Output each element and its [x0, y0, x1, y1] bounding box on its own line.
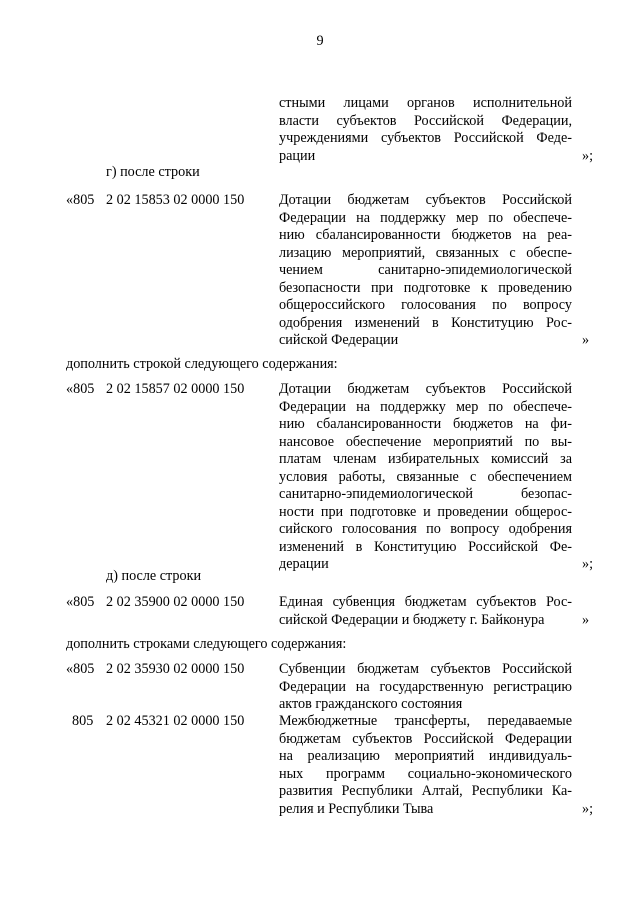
- description-line: Дотации бюджетам субъектов Российской: [279, 381, 572, 397]
- description-line: Единая субвенция бюджетам субъектов Рос-: [279, 594, 572, 610]
- item-g-label: г) после строки: [106, 164, 200, 180]
- description-line: актов гражданского состояния: [279, 696, 463, 712]
- description-line: ности при подготовке и проведении общерос-: [279, 503, 572, 520]
- budget-classification-code: 2 02 45321 02 0000 150: [106, 713, 245, 729]
- description-line: нансовое обеспечение мероприятий по вы-: [279, 433, 572, 450]
- closing-quote: »;: [582, 148, 594, 164]
- description-line: на реализацию мероприятий индивидуаль-: [279, 748, 572, 764]
- continuation-description: [279, 95, 572, 165]
- budget-classification-code: 2 02 15853 02 0000 150: [106, 192, 245, 208]
- description-line: дерации: [279, 556, 329, 572]
- page-number: 9: [316, 33, 324, 49]
- row-description: [279, 192, 572, 350]
- budget-classification-code: 2 02 15857 02 0000 150: [106, 381, 245, 397]
- description-line: платам членам избирательных комиссий за: [279, 451, 572, 467]
- description-line: лизацию мероприятий, связанных с обеспе-: [279, 244, 572, 261]
- admin-code: «805: [66, 661, 95, 677]
- description-line: нию сбалансированности бюджетов на реа-: [279, 227, 572, 243]
- description-line: условия работы, связанные с обеспечением: [279, 468, 572, 485]
- admin-code: «805: [66, 192, 95, 208]
- description-line: сийской Федерации: [279, 332, 399, 348]
- row-description: [279, 713, 572, 818]
- budget-classification-code: 2 02 35900 02 0000 150: [106, 594, 245, 610]
- description-line: общероссийского голосования по вопросу: [279, 297, 572, 313]
- description-line: изменений в Конституцию Российской Фе-: [279, 538, 572, 555]
- description-line: учреждениями субъектов Российской Феде-: [279, 130, 572, 146]
- description-line: стными лицами органов исполнительной: [279, 95, 572, 111]
- description-line: чением санитарно-эпидемиологической: [279, 262, 572, 278]
- closing-quote: »: [582, 612, 590, 628]
- row-description: [279, 381, 572, 574]
- supplement-instruction: дополнить строкой следующего содержания:: [66, 356, 338, 372]
- closing-quote: »;: [582, 556, 594, 572]
- admin-code: «805: [66, 594, 95, 610]
- description-line: развития Республики Алтай, Республики Ка-: [279, 783, 572, 799]
- description-line: бюджетам субъектов Российской Федерации: [279, 730, 572, 747]
- description-line: одобрения изменений в Конституцию Рос-: [279, 314, 572, 331]
- closing-quote: »;: [582, 801, 594, 817]
- row-description: [279, 661, 572, 714]
- description-line: сийского голосования по вопросу одобрения: [279, 521, 572, 537]
- description-line: Федерации на государственную регистрацию: [279, 678, 572, 695]
- description-line: Субвенции бюджетам субъектов Российской: [279, 661, 572, 677]
- description-line: безопасности при подготовке к проведению: [279, 279, 572, 296]
- admin-code: «805: [66, 381, 95, 397]
- description-line: ных программ социально-экономического: [279, 765, 572, 782]
- supplement-instruction: дополнить строками следующего содержания:: [66, 636, 347, 652]
- description-line: власти субъектов Российской Федерации,: [279, 112, 572, 129]
- description-line: Межбюджетные трансферты, передаваемые: [279, 713, 572, 729]
- description-line: сийской Федерации и бюджету г. Байконура: [279, 611, 545, 628]
- description-line: рации: [279, 147, 316, 164]
- admin-code: 805: [72, 713, 94, 729]
- item-d-label: д) после строки: [106, 568, 202, 584]
- description-line: Федерации на поддержку мер по обеспече-: [279, 398, 572, 415]
- description-line: релия и Республики Тыва: [279, 800, 434, 817]
- description-line: нию сбалансированности бюджетов на фи-: [279, 416, 572, 432]
- description-line: санитарно-эпидемиологической безопас-: [279, 486, 572, 502]
- row-description: [279, 594, 572, 629]
- description-line: Федерации на поддержку мер по обеспече-: [279, 209, 572, 226]
- budget-classification-code: 2 02 35930 02 0000 150: [106, 661, 245, 677]
- closing-quote: »: [582, 332, 590, 348]
- description-line: Дотации бюджетам субъектов Российской: [279, 192, 572, 208]
